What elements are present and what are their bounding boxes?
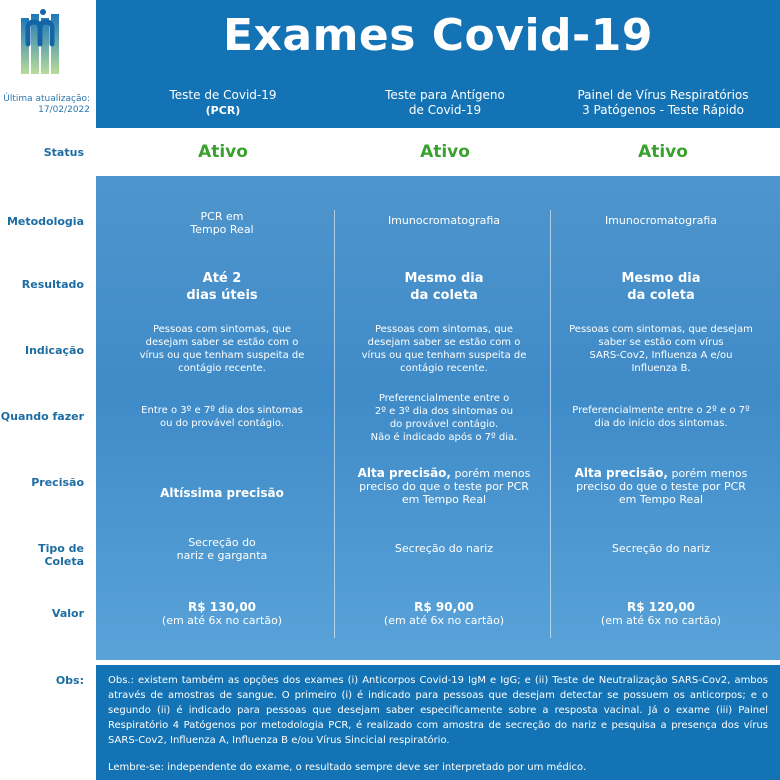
row-label-indicacao: Indicação — [24, 344, 84, 357]
page-title: Exames Covid-19 — [222, 10, 654, 61]
cell-line: Preferencialmente entre o — [378, 393, 510, 404]
row-label-precisao: Precisão — [31, 476, 84, 489]
column-header-pcr — [114, 88, 332, 118]
cell-quando-fazer — [558, 404, 764, 430]
last-update-note — [0, 94, 90, 116]
row-label-resultado: Resultado — [21, 278, 84, 291]
cell-line: Influenza B. — [631, 363, 691, 374]
column-divider — [550, 210, 551, 638]
price: R$ 130,00 — [187, 600, 257, 614]
cell-metodologia — [561, 214, 761, 227]
column-header-antigeno — [336, 88, 554, 118]
column-title-line-1: Teste para Antígeno — [385, 88, 505, 102]
cell-line: porém menos — [450, 467, 531, 480]
cell-line: Preferencialmente entre o 2º e o 7º — [572, 405, 750, 416]
cell-line: Não é indicado após o 7º dia. — [370, 432, 518, 443]
obs-text: Obs.: existem também as opções dos exames (i) Anticorpos Covid-19 IgM e IgG; e (ii) Teste de Neutralização SARS-Cov2, ambos através de amostras de sangue. O primeiro (i) é indicado para pessoas que desejam detectar se possuem os anticorpos; e o segundo (ii) é indicado para pessoas que desejam saber especificamente sobre a resposta vacinal. Já o exame (iii) Painel Respiratório 4 Patógenos por metodologia PCR, é realizado com amostra de secreção do nariz e pesquisa a presença dos vírus SARS-Cov2, Influenza A, Influenza B e/ou Vírus Sincicial respiratório. — [108, 675, 768, 746]
cell-line: contágio recente. — [400, 363, 488, 374]
cell-line: Entre o 3º e 7º dia dos sintomas — [141, 405, 303, 416]
cell-resultado — [561, 270, 761, 304]
cell-line: do provável contágio. — [389, 419, 499, 430]
cell-line: Pessoas com sintomas, que desejam — [569, 324, 753, 335]
cell-indicacao — [344, 323, 544, 375]
cell-line: Até 2 — [202, 271, 242, 286]
cell-line: da coleta — [410, 288, 478, 303]
cell-line: Secreção do — [188, 536, 256, 549]
column-divider — [334, 210, 335, 638]
cell-line: Imunocromatografia — [604, 214, 718, 227]
cell-metodologia — [122, 210, 322, 236]
cell-line: dia do início dos sintomas. — [594, 418, 728, 429]
cell-line: Tempo Real — [190, 223, 254, 236]
column-title: Teste de Covid-19 — [169, 88, 277, 102]
cell-line: em Tempo Real — [618, 493, 704, 506]
price: R$ 90,00 — [414, 600, 474, 614]
cell-line: preciso do que o teste por PCR — [359, 480, 529, 493]
cell-precisao — [561, 467, 761, 506]
row-label-status: Status — [43, 146, 84, 159]
cell-valor — [122, 601, 322, 627]
cell-line: porém menos — [667, 467, 748, 480]
cell-line: da coleta — [627, 288, 695, 303]
cell-line: vírus ou que tenham suspeita de — [361, 350, 527, 361]
cell-tipo-coleta — [561, 542, 761, 555]
cell-line: saber se estão com vírus — [598, 337, 724, 348]
status-badge: Ativo — [198, 142, 248, 162]
logo-m-icon — [20, 8, 66, 74]
cell-line: dias úteis — [186, 288, 258, 303]
column-header-painel — [554, 88, 772, 118]
cell-tipo-coleta — [344, 542, 544, 555]
cell-quando-fazer — [122, 404, 322, 430]
cell-line: Pessoas com sintomas, que — [374, 324, 514, 335]
cell-line: Secreção do nariz — [394, 542, 494, 555]
price-note: (em até 6x no cartão) — [161, 614, 283, 627]
cell-quando-fazer — [344, 392, 544, 444]
cell-line: nariz e garganta — [176, 549, 268, 562]
cell-line: PCR em — [200, 210, 244, 223]
row-label-tipo-coleta: Tipo de Coleta — [38, 542, 84, 568]
cell-valor — [561, 601, 761, 627]
cell-line: contágio recente. — [178, 363, 266, 374]
status-badge: Ativo — [420, 142, 470, 162]
cell-line: ou do provável contágio. — [160, 418, 284, 429]
obs-panel — [96, 665, 780, 780]
cell-line: Imunocromatografia — [387, 214, 501, 227]
status-badge: Ativo — [638, 142, 688, 162]
cell-resultado — [122, 270, 322, 304]
cell-line: desejam saber se estão com o — [367, 337, 521, 348]
row-label-obs: Obs: — [55, 674, 84, 687]
cell-bold-text: Alta precisão, — [574, 466, 668, 480]
column-title-line-1: Painel de Vírus Respiratórios — [577, 88, 749, 102]
last-update-label: Última atualização: — [3, 94, 90, 104]
column-subtitle: (PCR) — [205, 104, 241, 117]
cell-indicacao — [122, 323, 322, 375]
cell-line: preciso do que o teste por PCR — [576, 480, 746, 493]
cell-line: Secreção do nariz — [611, 542, 711, 555]
row-label-quando-fazer: Quando fazer — [0, 410, 84, 423]
cell-line: vírus ou que tenham suspeita de — [139, 350, 305, 361]
column-title-line-2: de Covid-19 — [408, 103, 482, 117]
column-title-line-2: 3 Patógenos - Teste Rápido — [582, 103, 744, 117]
cell-metodologia — [344, 214, 544, 227]
cell-tipo-coleta — [122, 536, 322, 562]
row-label-valor: Valor — [51, 607, 84, 620]
cell-bold-text: Alta precisão, — [357, 466, 451, 480]
cell-line: SARS-Cov2, Influenza A e/ou — [589, 350, 733, 361]
cell-line: Mesmo dia — [404, 271, 484, 286]
cell-resultado — [344, 270, 544, 304]
remember-note: Lembre-se: independente do exame, o resultado sempre deve ser interpretado por um médico. — [108, 762, 587, 773]
cell-line: 2º e 3º dia dos sintomas ou — [374, 406, 514, 417]
cell-line: em Tempo Real — [401, 493, 487, 506]
price-note: (em até 6x no cartão) — [600, 614, 722, 627]
cell-line: Mesmo dia — [621, 271, 701, 286]
cell-indicacao — [558, 323, 764, 375]
row-label-metodologia: Metodologia — [6, 215, 84, 228]
price-note: (em até 6x no cartão) — [383, 614, 505, 627]
cell-line: Pessoas com sintomas, que — [152, 324, 292, 335]
cell-valor — [344, 601, 544, 627]
cell-bold-text: Altíssima precisão — [160, 486, 284, 500]
cell-line: desejam saber se estão com o — [145, 337, 299, 348]
cell-precisao — [122, 487, 322, 500]
last-update-date: 17/02/2022 — [38, 105, 90, 115]
cell-precisao — [344, 467, 544, 506]
price: R$ 120,00 — [626, 600, 696, 614]
